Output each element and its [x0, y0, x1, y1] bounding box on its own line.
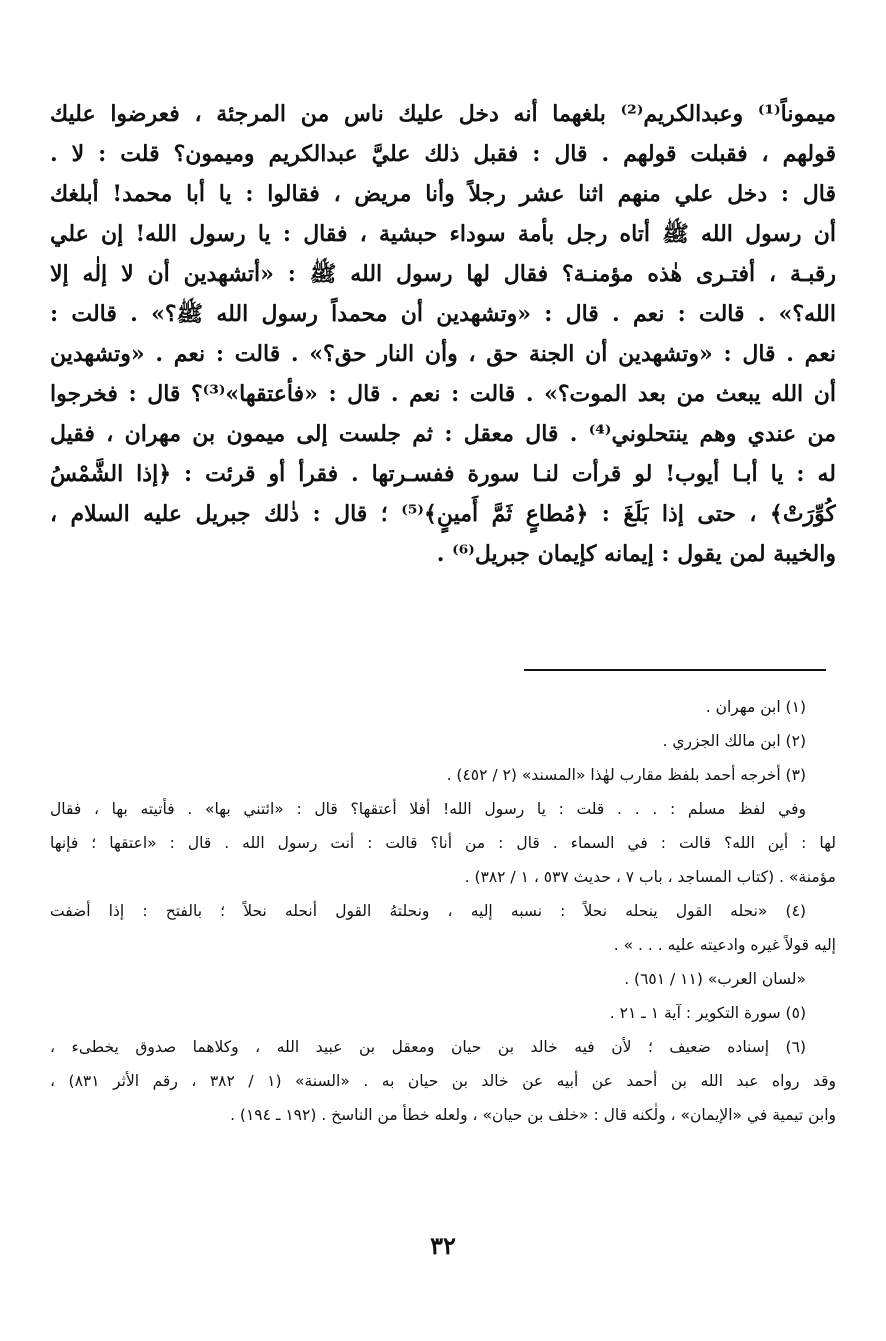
footnote-line: وقد رواه عبد الله بن أحمد عن أبيه عن خالد بن حيان به . «السنة» (١ / ٣٨٢ ، رقم الأثر ٨٣١) ، — [50, 1072, 836, 1090]
footnote-line: (٤) «نحله القول ينحله نحلاً : نسبه إليه ، ونحلتهُ القول أنحله نحلاً ؛ بالفتح : إذا أضفت — [50, 902, 806, 920]
footnote-line: (١) ابن مهران . — [705, 698, 806, 716]
footnote-line: (٥) سورة التكوير : آية ١ ـ ٢١ . — [609, 1004, 806, 1022]
footnotes — [50, 690, 836, 1132]
main-text-line: قال : دخل علي منهم اثنا عشر رجلاً وأنا مريض ، فقالوا : يا أبا محمد! أبلغك — [50, 181, 836, 207]
main-text-line: أن الله يبعث من بعد الموت؟» . قالت : نعم . قال : «فأعتقها»⁽³⁾؟ قال : فخرجوا — [50, 381, 836, 407]
main-text-line: الله؟» . قالت : نعم . قال : «وتشهدين أن محمداً رسول الله ﷺ؟» . قالت : — [50, 301, 836, 327]
main-text-line: له : يا أبـا أيوب! لو قرأت لنـا سورة ففسـرتها . فقرأ أو قرئت : ﴿إذا الشَّمْسُ — [50, 461, 836, 487]
main-text-line: قولهم ، فقبلت قولهم . قال : فقبل ذلك عليَّ عبدالكريم وميمون؟ قلت : لا . — [50, 141, 836, 167]
main-text-line: ميموناً⁽¹⁾ وعبدالكريم⁽²⁾ بلغهما أنه دخل عليك ناس من المرجئة ، فعرضوا عليك — [50, 101, 836, 127]
main-text-line: رقبـة ، أفتـرى هٰذه مؤمنـة؟ فقال لها رسول الله ﷺ : «أتشهدين أن لا إلٰه إلا — [50, 261, 836, 287]
main-text — [50, 94, 836, 574]
main-text-line: كُوِّرَتْ﴾ ، حتى إذا بَلَغَ : ﴿مُطاعٍ ثَمَّ أَمينٍ﴾⁽⁵⁾ ؛ قال : ذٰلك جبريل عليه السلام ، — [50, 501, 836, 527]
footnote-line: «لسان العرب» (١١ / ٦٥١) . — [624, 970, 806, 988]
main-text-line: نعم . قال : «وتشهدين أن الجنة حق ، وأن النار حق؟» . قالت : نعم . «وتشهدين — [50, 341, 836, 367]
footnote-line: وفي لفظ مسلم : . . . قلت : يا رسول الله! أفلا أعتقها؟ قال : «ائتني بها» . فأتيته بها ، فقال — [50, 800, 806, 818]
footnote-separator — [524, 669, 826, 671]
footnote-line: وابن تيمية في «الإيمان» ، ولٰكنه قال : «خلف بن حيان» ، ولعله خطأ من الناسخ . (١٩٢ ـ ١٩٤) . — [230, 1106, 836, 1124]
main-text-line: أن رسول الله ﷺ أتاه رجل بأمة سوداء حبشية ، فقال : يا رسول الله! إن علي — [50, 221, 836, 247]
footnote-line: (٢) ابن مالك الجزري . — [662, 732, 806, 750]
footnote-line: إليه قولاً غيره وادعيته عليه . . . » . — [613, 936, 836, 954]
page-number: ٣٢ — [430, 1231, 456, 1260]
main-text-line: والخيبة لمن يقول : إيمانه كإيمان جبريل⁽⁶⁾ . — [436, 541, 836, 567]
footnote-line: مؤمنة» . (كتاب المساجد ، باب ٧ ، حديث ٥٣٧ ، ١ / ٣٨٢) . — [464, 868, 836, 886]
footnote-line: (٦) إسناده ضعيف ؛ لأن فيه خالد بن حيان ومعقل بن عبيد الله ، وكلاهما صدوق يخطىء ، — [50, 1038, 806, 1056]
main-text-line: من عندي وهم ينتحلوني⁽⁴⁾ . قال معقل : ثم جلست إلى ميمون بن مهران ، فقيل — [50, 421, 836, 447]
footnote-line: (٣) أخرجه أحمد بلفظ مقارب لهٰذا «المسند» (٢ / ٤٥٢) . — [446, 766, 806, 784]
footnote-line: لها : أين الله؟ قالت : في السماء . قال : من أنا؟ قالت : أنت رسول الله . قال : «اعتقها ؛ فإنها — [50, 834, 836, 852]
